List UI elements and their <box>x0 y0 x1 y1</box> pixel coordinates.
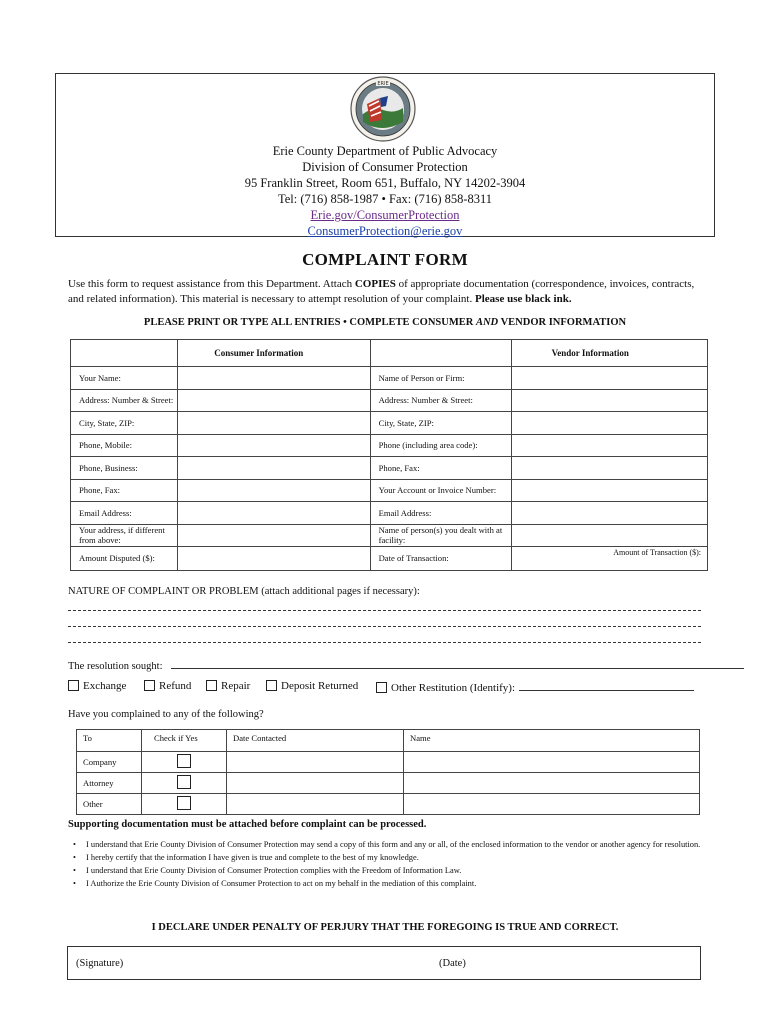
option-exchange[interactable]: Exchange <box>68 680 126 692</box>
col-to: To <box>77 730 142 752</box>
table-row <box>71 547 708 571</box>
company-checkbox[interactable] <box>177 754 191 768</box>
prior-company-label: Company <box>77 752 142 773</box>
list-item: • I understand that Erie County Division of Consumer Protection may send a copy of this form and any or all, of the enclosed information to the vendor or another agency for resolution. <box>86 838 726 851</box>
email-link[interactable]: ConsumerProtection@erie.gov <box>307 224 463 238</box>
attorney-checkbox[interactable] <box>177 775 191 789</box>
consumer-label: Phone, Mobile: <box>71 434 178 457</box>
vendor-label: Address: Number & Street: <box>370 389 511 412</box>
prior-other-label: Other <box>77 794 142 815</box>
other-checkbox[interactable] <box>177 796 191 810</box>
checkbox[interactable] <box>144 680 155 691</box>
complained-question: Have you complained to any of the following? <box>68 709 264 720</box>
prior-complaints-table <box>76 729 700 815</box>
table-row <box>71 389 708 412</box>
col-check-if-yes: Check if Yes <box>142 730 227 752</box>
list-item: • I hereby certify that the information I have given is true and complete to the best of my knowledge. <box>86 851 726 864</box>
table-row <box>71 434 708 457</box>
other-restitution-field[interactable] <box>519 680 694 691</box>
vendor-email-field[interactable] <box>511 502 707 525</box>
consumer-email-field[interactable] <box>178 502 370 525</box>
vendor-label: Name of person(s) you dealt with at facility: <box>370 524 511 547</box>
print-instructions: PLEASE PRINT OR TYPE ALL ENTRIES • COMPLETE CONSUMER AND VENDOR INFORMATION <box>143 317 627 328</box>
checkbox[interactable] <box>376 682 387 693</box>
website-link[interactable]: Erie.gov/ConsumerProtection <box>310 208 460 222</box>
consumer-street-field[interactable] <box>178 389 370 412</box>
seal-text: ERIE <box>377 81 389 87</box>
table-row <box>77 794 700 815</box>
vendor-info-header: Vendor Information <box>511 340 707 367</box>
other-date-field[interactable] <box>227 794 404 815</box>
copies-emphasis: COPIES <box>354 278 396 290</box>
nature-of-complaint-label: NATURE OF COMPLAINT OR PROBLEM (attach additional pages if necessary): <box>68 586 420 597</box>
resolution-row <box>68 658 744 672</box>
vendor-label: City, State, ZIP: <box>370 412 511 435</box>
department-name: Erie County Department of Public Advocacy <box>272 144 498 158</box>
consumer-label: Phone, Business: <box>71 457 178 480</box>
vendor-label: Date of Transaction: <box>370 547 511 571</box>
amount-disputed-field[interactable] <box>178 547 370 571</box>
table-row <box>71 412 708 435</box>
col-name: Name <box>404 730 700 752</box>
amount-of-transaction-field[interactable] <box>511 547 707 571</box>
vendor-label: Phone (including area code): <box>370 434 511 457</box>
division-name: Division of Consumer Protection <box>302 160 468 174</box>
date-label: (Date) <box>439 958 466 969</box>
consumer-city-field[interactable] <box>178 412 370 435</box>
list-item: • I Authorize the Erie County Division of Consumer Protection to act on my behalf in the mediation of this complaint. <box>86 877 726 890</box>
prior-attorney-label: Attorney <box>77 773 142 794</box>
consumer-mobile-field[interactable] <box>178 434 370 457</box>
resolution-label: The resolution sought: <box>68 661 163 672</box>
complaint-line-1[interactable] <box>68 610 701 611</box>
consumer-fax-field[interactable] <box>178 479 370 502</box>
amount-of-transaction-label: Amount of Transaction ($): <box>613 548 701 557</box>
consumer-label: Address: Number & Street: <box>71 389 178 412</box>
option-deposit-returned[interactable]: Deposit Returned <box>266 680 358 692</box>
vendor-label: Phone, Fax: <box>370 457 511 480</box>
checkbox[interactable] <box>206 680 217 691</box>
table-row <box>77 752 700 773</box>
signature-label: (Signature) <box>76 958 124 969</box>
consumer-vendor-table <box>70 339 708 571</box>
vendor-city-field[interactable] <box>511 412 707 435</box>
supporting-documentation-note: Supporting documentation must be attached before complaint can be processed. <box>68 819 427 830</box>
option-refund[interactable]: Refund <box>144 680 191 692</box>
vendor-account-field[interactable] <box>511 479 707 502</box>
vendor-label: Email Address: <box>370 502 511 525</box>
table-row <box>71 479 708 502</box>
resolution-field[interactable] <box>171 658 744 669</box>
signature-box[interactable] <box>67 946 701 980</box>
attorney-name-field[interactable] <box>404 773 700 794</box>
col-date-contacted: Date Contacted <box>227 730 404 752</box>
list-item: • I understand that Erie County Division of Consumer Protection complies with the Freedom of Information Law. <box>86 864 726 877</box>
consumer-label: Amount Disputed ($): <box>71 547 178 571</box>
vendor-street-field[interactable] <box>511 389 707 412</box>
consumer-info-header: Consumer Information <box>178 340 370 367</box>
vendor-name-field[interactable] <box>511 367 707 390</box>
vendor-fax-field[interactable] <box>511 457 707 480</box>
complaint-line-2[interactable] <box>68 626 701 627</box>
other-name-field[interactable] <box>404 794 700 815</box>
table-row <box>71 502 708 525</box>
vendor-label: Your Account or Invoice Number: <box>370 479 511 502</box>
black-ink-note: Please use black ink. <box>475 293 572 305</box>
checkbox[interactable] <box>266 680 277 691</box>
phone-fax: Tel: (716) 858-1987 • Fax: (716) 858-8311 <box>277 192 493 206</box>
consumer-label: City, State, ZIP: <box>71 412 178 435</box>
vendor-label: Name of Person or Firm: <box>370 367 511 390</box>
office-address: 95 Franklin Street, Room 651, Buffalo, NY 14202-3904 <box>244 176 526 190</box>
consumer-label: Your address, if different from above: <box>71 524 178 547</box>
consumer-name-field[interactable] <box>178 367 370 390</box>
attorney-date-field[interactable] <box>227 773 404 794</box>
consumer-business-phone-field[interactable] <box>178 457 370 480</box>
company-name-field[interactable] <box>404 752 700 773</box>
option-other-restitution[interactable]: Other Restitution (Identify): <box>376 680 694 694</box>
table-row <box>71 457 708 480</box>
table-row <box>71 367 708 390</box>
table-row <box>71 524 708 547</box>
company-date-field[interactable] <box>227 752 404 773</box>
erie-county-seal-icon <box>350 76 416 142</box>
intro-text: Use this form to request assistance from this Department. Attach COPIES of appropriate documentation (correspondence, invoices, contracts, and related information). This material is necessary to attempt resolution of your complaint. Please use black ink. <box>68 278 695 305</box>
perjury-declaration: I DECLARE UNDER PENALTY OF PERJURY THAT THE FOREGOING IS TRUE AND CORRECT. <box>151 922 619 933</box>
consumer-label: Email Address: <box>71 502 178 525</box>
checkbox[interactable] <box>68 680 79 691</box>
table-row <box>77 773 700 794</box>
vendor-contact-person-field[interactable] <box>511 524 707 547</box>
certification-list <box>68 838 726 890</box>
consumer-label: Phone, Fax: <box>71 479 178 502</box>
option-repair[interactable]: Repair <box>206 680 250 692</box>
header-contact-block <box>55 143 715 239</box>
vendor-phone-field[interactable] <box>511 434 707 457</box>
consumer-alt-address-field[interactable] <box>178 524 370 547</box>
complaint-line-3[interactable] <box>68 642 701 643</box>
consumer-label: Your Name: <box>71 367 178 390</box>
form-title: COMPLAINT FORM <box>302 250 468 269</box>
